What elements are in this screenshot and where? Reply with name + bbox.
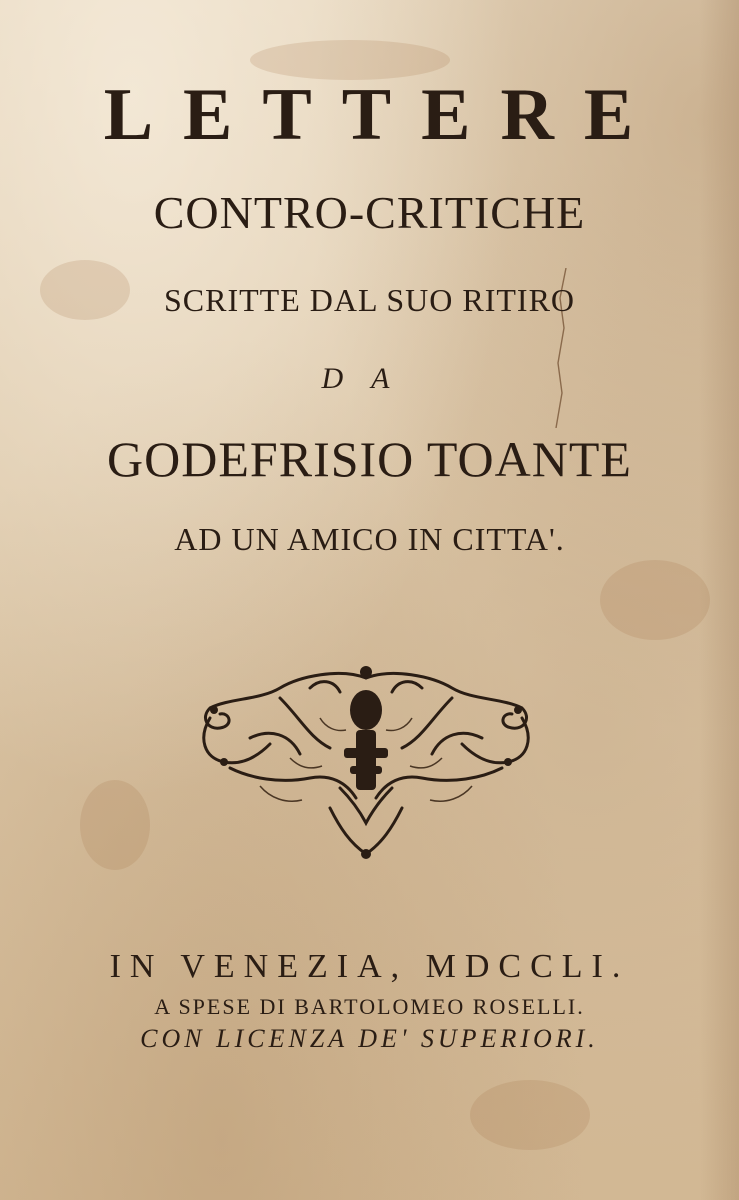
foxing-spot xyxy=(600,560,710,640)
book-subtitle: CONTRO-CRITICHE xyxy=(153,187,586,238)
imprint-place-date: IN VENEZIA, MDCCLI. xyxy=(109,948,630,985)
imprint-publisher: A SPESE DI BARTOLOMEO ROSELLI. xyxy=(154,994,585,1019)
written-from-line: SCRITTE DAL SUO RITIRO xyxy=(163,282,576,318)
author-name: GODEFRISIO TOANTE xyxy=(107,431,632,487)
recipient-line: AD UN AMICO IN CITTA'. xyxy=(174,521,565,557)
imprint-license: CON LICENZA DE' SUPERIORI. xyxy=(140,1024,599,1053)
book-title: LETTERE xyxy=(103,74,664,156)
foxing-spot xyxy=(470,1080,590,1150)
printers-ornament-icon xyxy=(190,658,542,864)
by-line: DA xyxy=(321,362,418,395)
foxing-spot xyxy=(80,780,150,870)
